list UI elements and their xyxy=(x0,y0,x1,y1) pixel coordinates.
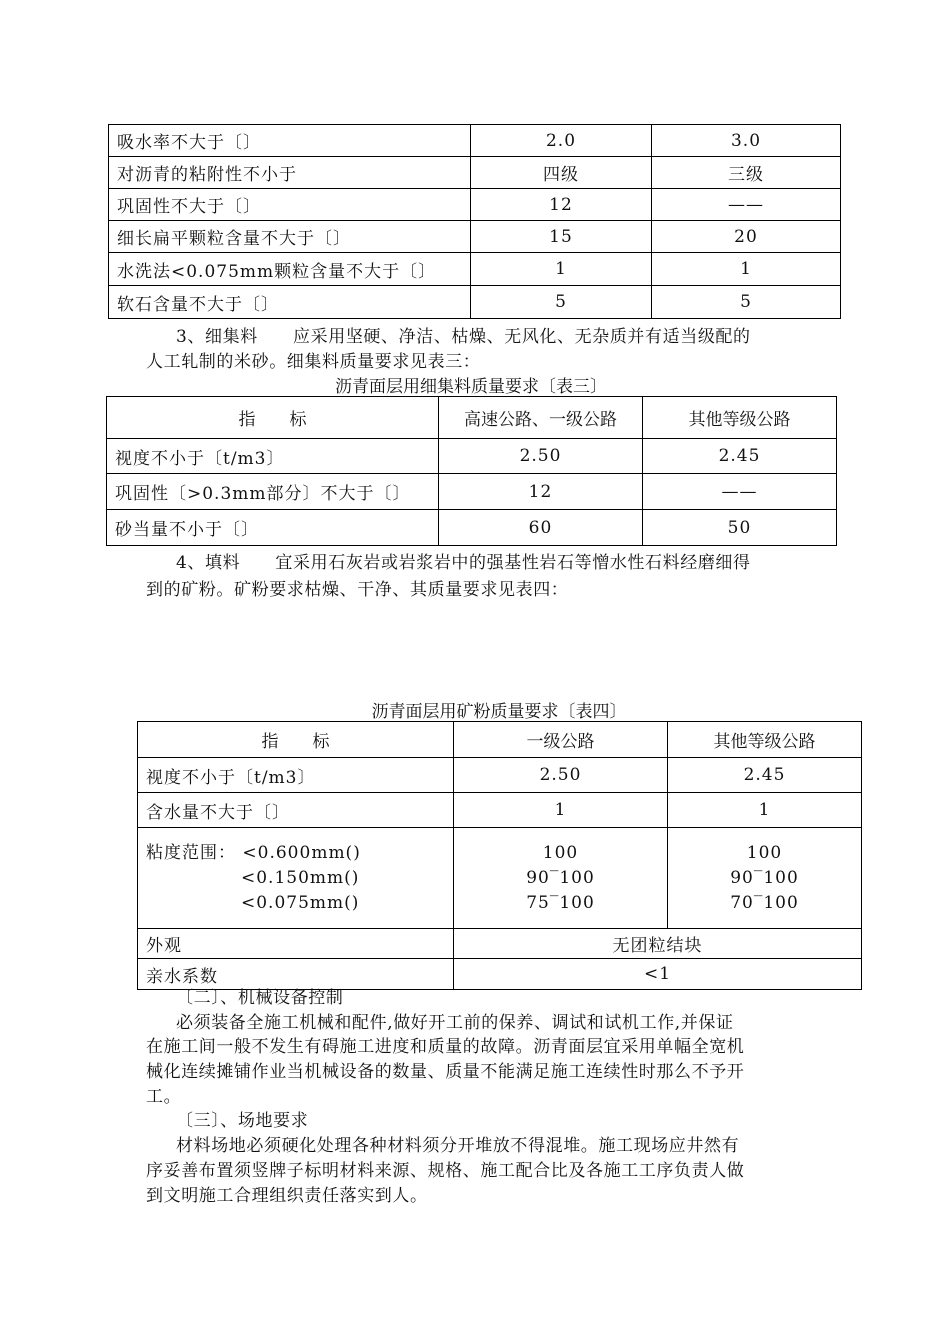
column-header: 其他等级公路 xyxy=(668,722,862,758)
table-row xyxy=(107,474,837,510)
table-cell: 15 xyxy=(471,221,652,253)
column-header: 高速公路、一级公路 xyxy=(439,397,643,439)
table-row xyxy=(109,253,841,286)
gradation-size: <0.150mm() xyxy=(241,867,360,888)
table-row xyxy=(138,828,862,929)
table-cell: 三级 xyxy=(652,157,841,189)
table-cell: 1 xyxy=(471,253,652,286)
paragraph-line: 材料场地必须硬化处理各种材料须分开堆放不得混堆。施工现场应井然有 xyxy=(176,1136,740,1156)
table-cell: 四级 xyxy=(471,157,652,189)
table-cell: 1 xyxy=(454,793,668,828)
table-cell: 12 xyxy=(471,189,652,221)
table-cell: <1 xyxy=(454,959,862,990)
gradation-value: 75‾100 xyxy=(526,892,595,913)
table-cell: —— xyxy=(643,474,837,510)
table-cell: 2.50 xyxy=(439,439,643,474)
table-cell: 视度不小于〔t/m3〕 xyxy=(138,758,454,793)
table-cell: 细长扁平颗粒含量不大于〔〕 xyxy=(109,221,471,253)
gradation-size: <0.600mm() xyxy=(242,842,361,863)
table-cell: 含水量不大于〔〕 xyxy=(138,793,454,828)
table-cell: 无团粒结块 xyxy=(454,929,862,959)
paragraph-line: 到文明施工合理组织责任落实到人。 xyxy=(146,1186,428,1206)
table-cell: 2.50 xyxy=(454,758,668,793)
mineral-powder-table xyxy=(137,721,862,990)
table-row xyxy=(109,157,841,189)
table-caption: 沥青面层用细集料质量要求〔表三〕 xyxy=(335,377,607,397)
table-row xyxy=(107,510,837,546)
column-header: 一级公路 xyxy=(454,722,668,758)
table-row xyxy=(109,189,841,221)
table-cell: 5 xyxy=(471,286,652,319)
table-row xyxy=(109,286,841,319)
table-cell: 2.45 xyxy=(668,758,862,793)
column-header: 指 标 xyxy=(107,397,439,439)
table-cell: 50 xyxy=(643,510,837,546)
paragraph-line: 械化连续摊铺作业当机械设备的数量、质量不能满足施工连续性时那么不予开 xyxy=(146,1062,745,1082)
gradation-value: 100 xyxy=(542,842,579,863)
table-cell: 对沥青的粘附性不小于 xyxy=(109,157,471,189)
paragraph-line: 工。 xyxy=(146,1087,182,1107)
gradation-value: 70‾100 xyxy=(730,892,799,913)
gradation-value: 100 xyxy=(746,842,783,863)
gradation-label: 粘度范围： xyxy=(146,842,236,863)
table-row xyxy=(109,125,841,157)
table-cell: 12 xyxy=(439,474,643,510)
fine-aggregate-table xyxy=(106,396,837,546)
table-row xyxy=(107,439,837,474)
table-header-row xyxy=(107,397,837,439)
table-cell: 20 xyxy=(652,221,841,253)
paragraph-line: 必须装备全施工机械和配件,做好开工前的保养、调试和试机工作,并保证 xyxy=(176,1013,734,1033)
table-cell: 软石含量不大于〔〕 xyxy=(109,286,471,319)
table-cell: 巩固性〔>0.3mm部分〕不大于〔〕 xyxy=(107,474,439,510)
gradation-value: 90‾100 xyxy=(526,867,595,888)
table-cell: —— xyxy=(652,189,841,221)
table-cell: 巩固性不大于〔〕 xyxy=(109,189,471,221)
gradation-label-cell xyxy=(138,828,454,929)
coarse-aggregate-table xyxy=(108,124,841,319)
table-cell: 砂当量不小于〔〕 xyxy=(107,510,439,546)
table-cell: 吸水率不大于〔〕 xyxy=(109,125,471,157)
fine-aggregate-text-line-2: 人工轧制的米砂。细集料质量要求见表三： xyxy=(146,352,481,372)
table-row xyxy=(138,758,862,793)
table-cell: 外观 xyxy=(138,929,454,959)
gradation-size: <0.075mm() xyxy=(241,892,360,913)
paragraph-line: 在施工间一般不发生有碍施工进度和质量的故障。沥青面层宜采用单幅全宽机 xyxy=(146,1037,745,1057)
table-header-row xyxy=(138,722,862,758)
column-header: 指 标 xyxy=(138,722,454,758)
paragraph-line: 序妥善布置须竖牌子标明材料来源、规格、施工配合比及各施工工序负责人做 xyxy=(146,1161,745,1181)
gradation-value: 90‾100 xyxy=(730,867,799,888)
table-caption: 沥青面层用矿粉质量要求〔表四〕 xyxy=(371,702,627,722)
filler-text-line-2: 到的矿粉。矿粉要求枯燥、干净、其质量要求见表四： xyxy=(146,580,569,600)
table-cell: 视度不小于〔t/m3〕 xyxy=(107,439,439,474)
table-cell: 1 xyxy=(652,253,841,286)
gradation-values-cell xyxy=(668,828,862,929)
section-heading: 〔三〕、场地要求 xyxy=(176,1111,309,1131)
table-cell: 3.0 xyxy=(652,125,841,157)
table-cell: 水洗法<0.075mm颗粒含量不大于〔〕 xyxy=(109,253,471,286)
column-header: 其他等级公路 xyxy=(643,397,837,439)
table-row xyxy=(138,793,862,828)
table-row xyxy=(138,929,862,959)
table-cell: 1 xyxy=(668,793,862,828)
table-cell: 60 xyxy=(439,510,643,546)
filler-text-line-1: 4、填料 宜采用石灰岩或岩浆岩中的强基性岩石等憎水性石料经磨细得 xyxy=(176,553,751,573)
fine-aggregate-text-line-1: 3、细集料 应采用坚硬、净洁、枯燥、无风化、无杂质并有适当级配的 xyxy=(176,327,751,347)
table-cell: 2.0 xyxy=(471,125,652,157)
table-cell: 亲水系数 xyxy=(138,959,454,990)
table-cell: 5 xyxy=(652,286,841,319)
gradation-values-cell xyxy=(454,828,668,929)
table-row xyxy=(109,221,841,253)
section-heading: 〔二〕、机械设备控制 xyxy=(176,988,344,1008)
table-cell: 2.45 xyxy=(643,439,837,474)
